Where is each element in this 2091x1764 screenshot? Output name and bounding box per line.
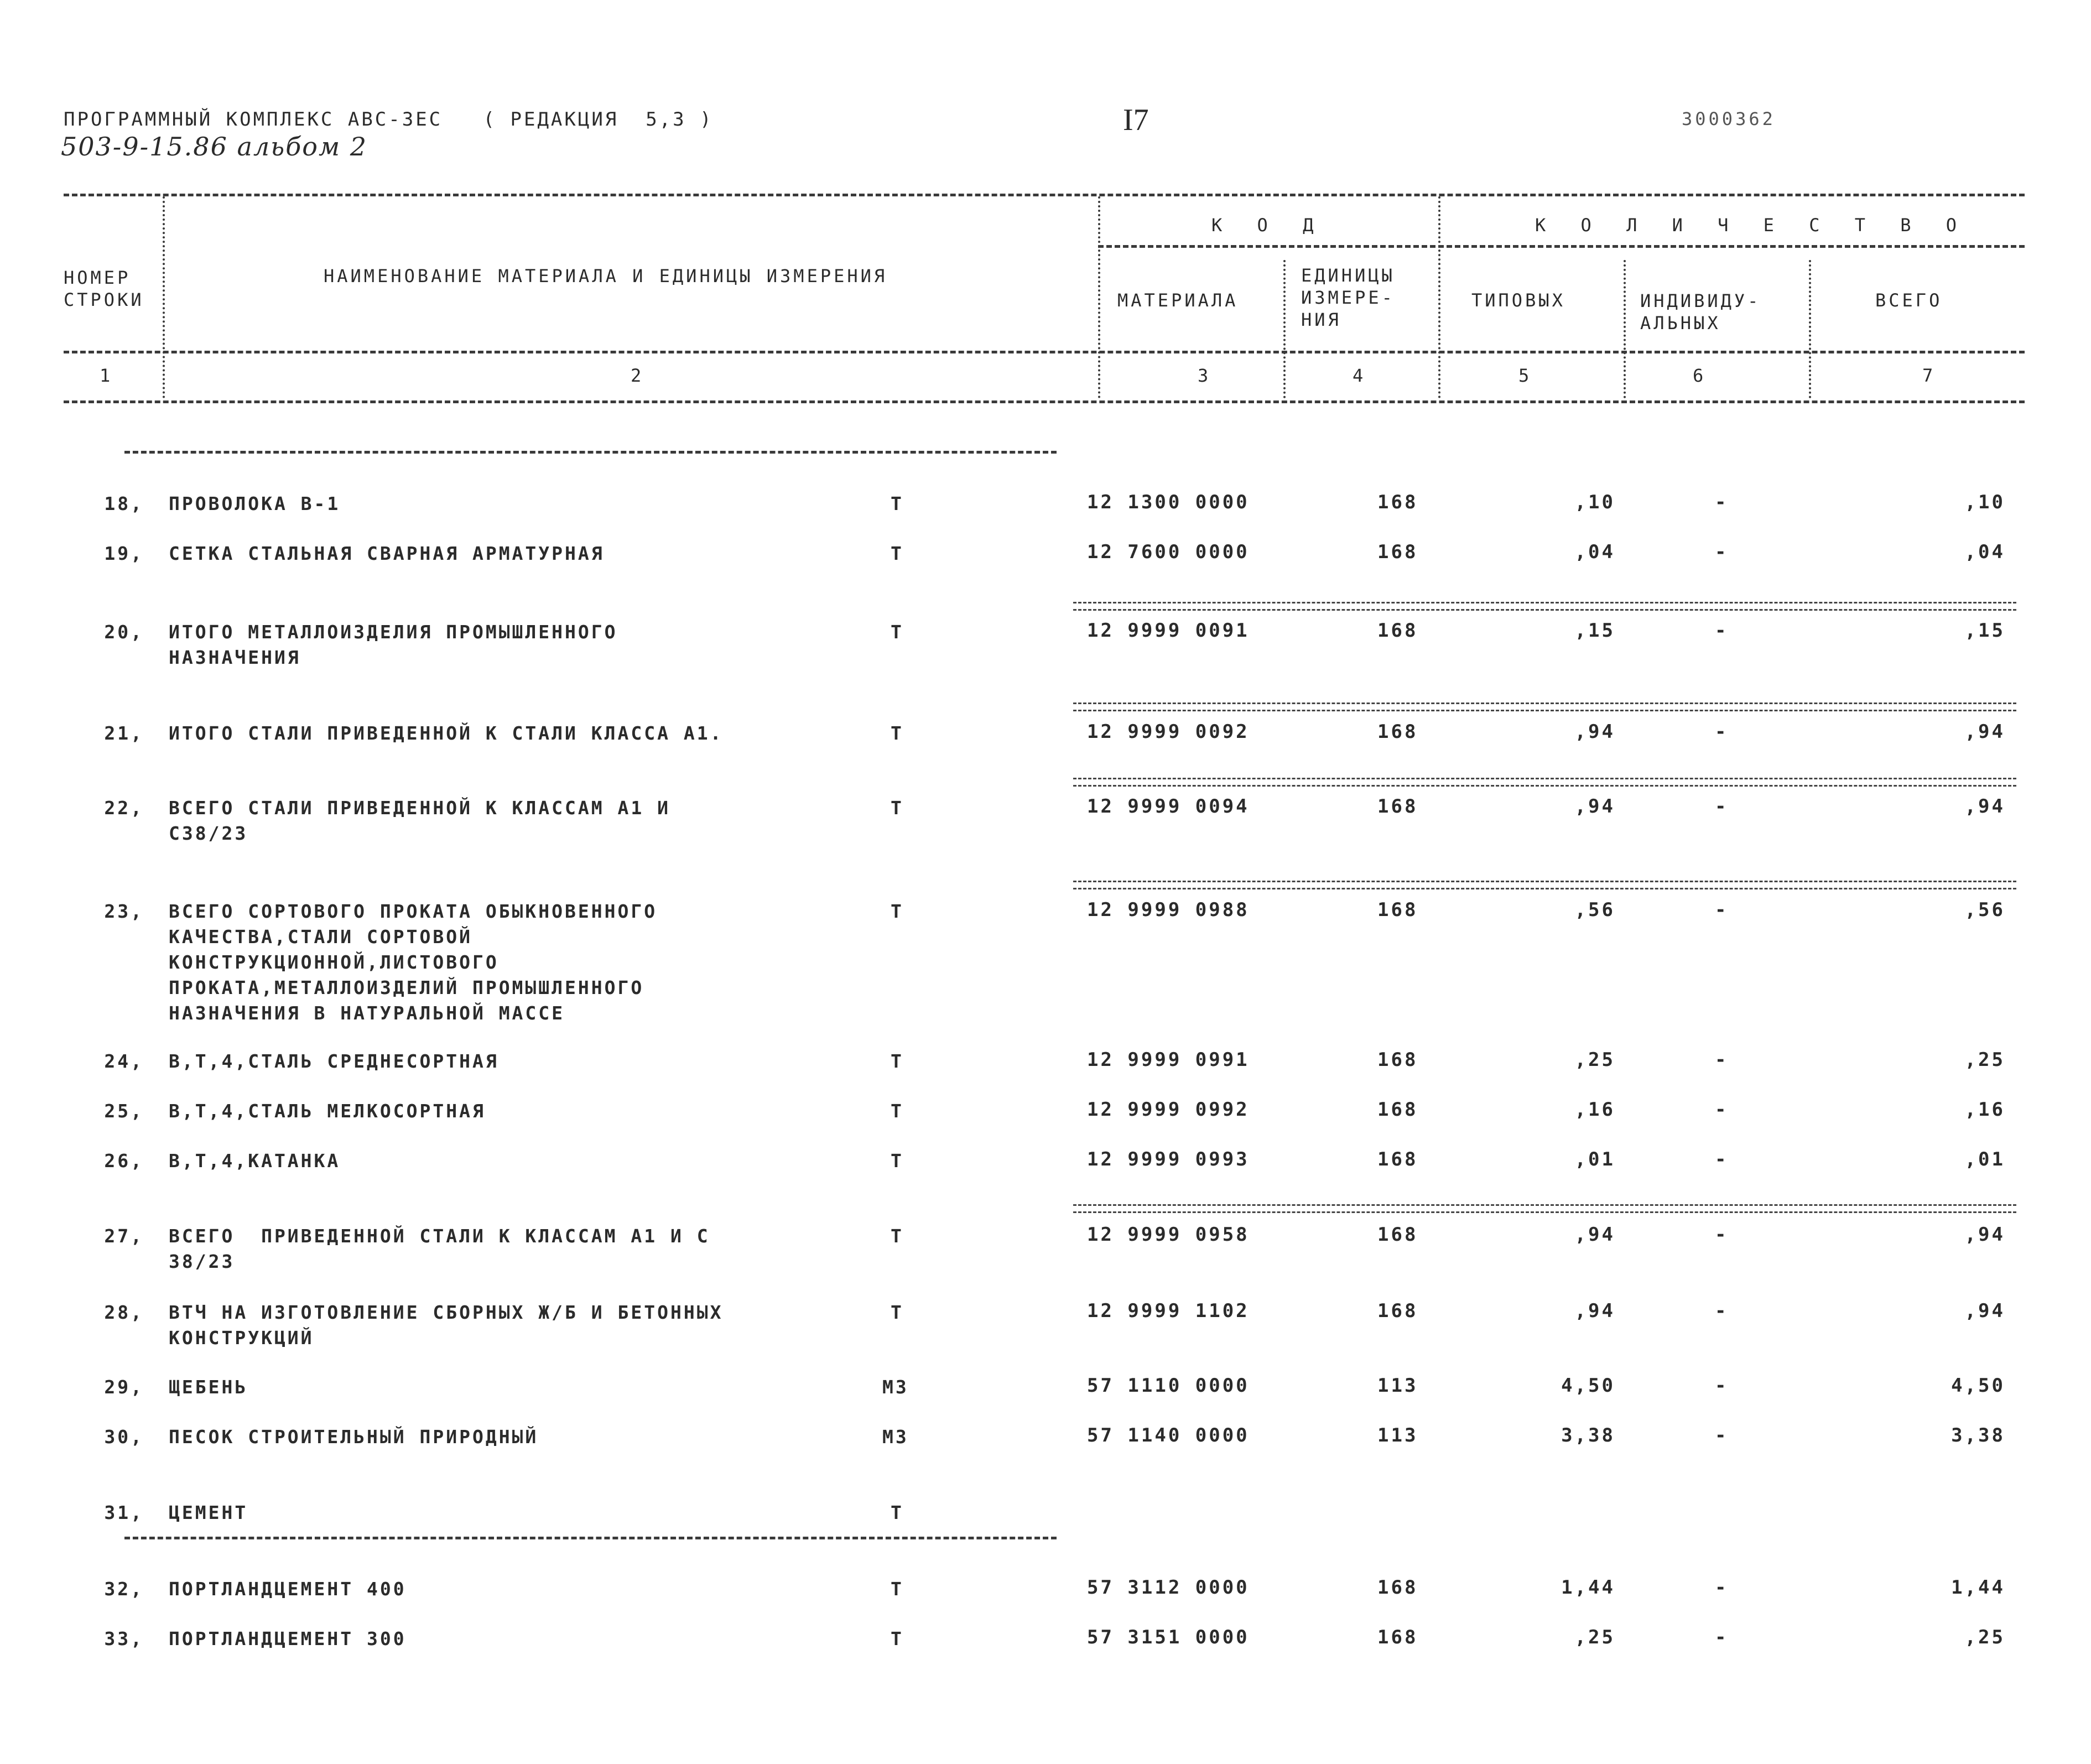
header-quantity-group: К О Л И Ч Е С Т В О	[1535, 215, 1969, 236]
row-qty-individual: -	[1715, 620, 1729, 642]
row-unit: Т	[891, 493, 904, 514]
row-unit: Т	[891, 1628, 904, 1649]
column-number-6: 6	[1693, 365, 1704, 386]
row-material-code: 12 9999 0958	[1087, 1224, 1250, 1246]
row-unit-code: 168	[1377, 899, 1418, 921]
row-material-code: 12 9999 0991	[1087, 1049, 1250, 1071]
row-material-code: 57 3151 0000	[1087, 1626, 1250, 1648]
row-name: ВСЕГО СОРТОВОГО ПРОКАТА ОБЫКНОВЕННОГО КАЧЕСТВА,СТАЛИ СОРТОВОЙ КОНСТРУКЦИОННОЙ,ЛИСТОВОГО ПРОКАТА,МЕТАЛЛОИЗДЕЛИЙ ПРОМЫШЛЕННОГО НАЗНАЧЕНИЯ В НАТУРАЛЬНОЙ МАССЕ	[169, 901, 658, 1024]
row-material-code: 12 9999 0092	[1087, 721, 1250, 743]
header-code-unit: ЕДИНИЦЫ ИЗМЕРЕ- НИЯ	[1301, 265, 1395, 330]
row-material-code: 12 9999 0091	[1087, 620, 1250, 642]
row-unit: Т	[891, 1050, 904, 1072]
row-qty-individual: -	[1715, 1375, 1729, 1397]
row-unit-code: 168	[1377, 1576, 1418, 1599]
row-qty-individual: -	[1715, 1148, 1729, 1170]
col-sep-2	[1098, 196, 1100, 398]
row-material-code: 12 9999 0993	[1087, 1148, 1250, 1170]
row-qty-typical: ,56	[1574, 899, 1615, 921]
row-qty-typical: ,94	[1574, 795, 1615, 818]
row-name: ПРОВОЛОКА В-1	[169, 493, 341, 514]
document-code: 3000362	[1682, 108, 1776, 129]
row-number: 27,	[104, 1225, 144, 1247]
row-unit-code: 168	[1377, 1300, 1418, 1322]
row-qty-typical: ,94	[1574, 1224, 1615, 1246]
cement-rule	[124, 1537, 1057, 1539]
row-qty-individual: -	[1715, 541, 1729, 563]
row-name: В,Т,4,КАТАНКА	[169, 1150, 341, 1172]
row-qty-total: 4,50	[1951, 1375, 2005, 1397]
col-sep-3	[1283, 260, 1286, 398]
row-number: 31,	[104, 1502, 144, 1523]
row-unit-code: 168	[1377, 1224, 1418, 1246]
row-qty-individual: -	[1715, 721, 1729, 743]
album-note: 503-9-15.86 альбом 2	[61, 132, 368, 162]
subtotal-rule-23	[1073, 881, 2016, 889]
row-unit-code: 168	[1377, 1099, 1418, 1121]
row-unit-code: 168	[1377, 541, 1418, 563]
row-unit-code: 113	[1377, 1424, 1418, 1446]
row-number: 21,	[104, 722, 144, 744]
col-sep-4	[1438, 196, 1440, 398]
row-unit: Т	[891, 1302, 904, 1323]
row-unit: Т	[891, 621, 904, 643]
row-material-code: 57 1110 0000	[1087, 1375, 1250, 1397]
row-qty-individual: -	[1715, 1576, 1729, 1599]
row-name: ПОРТЛАНДЦЕМЕНТ 400	[169, 1578, 407, 1600]
row-number: 30,	[104, 1426, 144, 1448]
subtotal-rule-22	[1073, 778, 2016, 787]
row-name: ПОРТЛАНДЦЕМЕНТ 300	[169, 1628, 407, 1649]
subtotal-rule-27	[1073, 1204, 2016, 1213]
column-number-5: 5	[1518, 365, 1530, 386]
subtotal-rule-21	[1073, 703, 2016, 711]
header-bottom-rule	[64, 351, 2025, 353]
row-material-code: 12 9999 1102	[1087, 1300, 1250, 1322]
row-qty-typical: 4,50	[1561, 1375, 1615, 1397]
row-qty-total: ,16	[1964, 1099, 2005, 1121]
row-number: 22,	[104, 797, 144, 819]
col-sep-5	[1624, 260, 1626, 398]
row-number: 25,	[104, 1100, 144, 1122]
header-name: НАИМЕНОВАНИЕ МАТЕРИАЛА И ЕДИНИЦЫ ИЗМЕРЕНИЯ	[324, 266, 888, 287]
row-unit: Т	[891, 797, 904, 819]
row-qty-individual: -	[1715, 1300, 1729, 1322]
row-material-code: 57 3112 0000	[1087, 1576, 1250, 1599]
row-number: 23,	[104, 901, 144, 922]
row-qty-total: ,01	[1964, 1148, 2005, 1170]
row-unit: Т	[891, 1150, 904, 1172]
row-qty-individual: -	[1715, 795, 1729, 818]
row-number: 28,	[104, 1302, 144, 1323]
row-qty-total: ,04	[1964, 541, 2005, 563]
row-number: 29,	[104, 1376, 144, 1398]
header-code-group: К О Д	[1211, 215, 1326, 236]
row-name: ЦЕМЕНТ	[169, 1502, 248, 1523]
row-qty-typical: ,01	[1574, 1148, 1615, 1170]
row-unit-code: 168	[1377, 721, 1418, 743]
row-qty-individual: -	[1715, 899, 1729, 921]
row-qty-total: ,10	[1964, 491, 2005, 513]
row-qty-typical: ,10	[1574, 491, 1615, 513]
row-unit: Т	[891, 1502, 904, 1523]
row-name: ИТОГО МЕТАЛЛОИЗДЕЛИЯ ПРОМЫШЛЕННОГО НАЗНАЧЕНИЯ	[169, 621, 618, 668]
row-name: ВСЕГО СТАЛИ ПРИВЕДЕННОЙ К КЛАССАМ А1 И С38/23	[169, 797, 670, 844]
row-qty-typical: ,94	[1574, 721, 1615, 743]
row-qty-individual: -	[1715, 1099, 1729, 1121]
row-unit: М3	[882, 1376, 909, 1398]
row-name: ВТЧ НА ИЗГОТОВЛЕНИЕ СБОРНЫХ Ж/Б И БЕТОННЫХ КОНСТРУКЦИЙ	[169, 1302, 724, 1349]
row-qty-total: ,25	[1964, 1626, 2005, 1648]
row-qty-individual: -	[1715, 491, 1729, 513]
row-qty-individual: -	[1715, 1626, 1729, 1648]
row-qty-total: ,25	[1964, 1049, 2005, 1071]
row-qty-total: ,94	[1964, 1224, 2005, 1246]
program-title: ПРОГРАММНЫЙ КОМПЛЕКС АВС-ЗЕС ( РЕДАКЦИЯ 5,3 )	[64, 108, 714, 131]
row-unit: М3	[882, 1426, 909, 1448]
row-number: 33,	[104, 1628, 144, 1649]
row-unit: Т	[891, 1100, 904, 1122]
row-qty-total: ,56	[1964, 899, 2005, 921]
table-top-rule	[64, 194, 2025, 196]
row-unit: Т	[891, 1578, 904, 1600]
row-qty-individual: -	[1715, 1424, 1729, 1446]
header-row-no: НОМЕР СТРОКИ	[64, 267, 144, 310]
row-name: В,Т,4,СТАЛЬ СРЕДНЕСОРТНАЯ	[169, 1050, 499, 1072]
row-unit: Т	[891, 543, 904, 564]
row-qty-typical: ,04	[1574, 541, 1615, 563]
column-number-3: 3	[1198, 365, 1209, 386]
header-qty-total: ВСЕГО	[1875, 290, 1943, 311]
row-material-code: 12 1300 0000	[1087, 491, 1250, 513]
row-qty-typical: ,94	[1574, 1300, 1615, 1322]
code-group-rule	[1098, 245, 2025, 248]
row-number: 20,	[104, 621, 144, 643]
col-sep-6	[1809, 260, 1811, 398]
row-qty-typical: 1,44	[1561, 1576, 1615, 1599]
column-number-7: 7	[1922, 365, 1933, 386]
row-unit-code: 168	[1377, 491, 1418, 513]
row-name: ЩЕБЕНЬ	[169, 1376, 248, 1398]
column-number-2: 2	[631, 365, 642, 386]
row-name: СЕТКА СТАЛЬНАЯ СВАРНАЯ АРМАТУРНАЯ	[169, 543, 605, 564]
row-material-code: 12 9999 0988	[1087, 899, 1250, 921]
row-number: 18,	[104, 493, 144, 514]
row-name: ВСЕГО ПРИВЕДЕННОЙ СТАЛИ К КЛАССАМ А1 И С 38/23	[169, 1225, 710, 1272]
row-name: В,Т,4,СТАЛЬ МЕЛКОСОРТНАЯ	[169, 1100, 486, 1122]
row-unit-code: 168	[1377, 1049, 1418, 1071]
column-number-1: 1	[100, 365, 111, 386]
row-qty-typical: ,25	[1574, 1626, 1615, 1648]
row-unit: Т	[891, 901, 904, 922]
row-qty-typical: 3,38	[1561, 1424, 1615, 1446]
row-name: ИТОГО СТАЛИ ПРИВЕДЕННОЙ К СТАЛИ КЛАССА А1.	[169, 722, 724, 744]
row-unit-code: 168	[1377, 620, 1418, 642]
col-sep-1	[163, 196, 165, 398]
row-unit: Т	[891, 722, 904, 744]
column-number-4: 4	[1353, 365, 1364, 386]
row-unit: Т	[891, 1225, 904, 1247]
header-code-material: МАТЕРИАЛА	[1117, 290, 1239, 311]
row-material-code: 57 1140 0000	[1087, 1424, 1250, 1446]
row-number: 26,	[104, 1150, 144, 1172]
row-qty-typical: ,15	[1574, 620, 1615, 642]
row-unit-code: 168	[1377, 1148, 1418, 1170]
row-number: 24,	[104, 1050, 144, 1072]
row-unit-code: 168	[1377, 795, 1418, 818]
row-unit-code: 113	[1377, 1375, 1418, 1397]
row-qty-total: 3,38	[1951, 1424, 2005, 1446]
row-material-code: 12 9999 0094	[1087, 795, 1250, 818]
row-qty-individual: -	[1715, 1049, 1729, 1071]
column-numbers-rule	[64, 400, 2025, 403]
row-qty-total: ,94	[1964, 721, 2005, 743]
row-qty-total: ,15	[1964, 620, 2005, 642]
page-number: I7	[1123, 103, 1149, 137]
row-qty-typical: ,25	[1574, 1049, 1615, 1071]
row-material-code: 12 7600 0000	[1087, 541, 1250, 563]
row-qty-typical: ,16	[1574, 1099, 1615, 1121]
row-name: ПЕСОК СТРОИТЕЛЬНЫЙ ПРИРОДНЫЙ	[169, 1426, 539, 1448]
row-qty-individual: -	[1715, 1224, 1729, 1246]
section-start-rule	[124, 451, 1057, 454]
row-unit-code: 168	[1377, 1626, 1418, 1648]
row-number: 32,	[104, 1578, 144, 1600]
row-qty-total: ,94	[1964, 795, 2005, 818]
header-qty-individual: ИНДИВИДУ- АЛЬНЫХ	[1640, 290, 1761, 334]
row-qty-total: ,94	[1964, 1300, 2005, 1322]
row-qty-total: 1,44	[1951, 1576, 2005, 1599]
row-number: 19,	[104, 543, 144, 564]
row-material-code: 12 9999 0992	[1087, 1099, 1250, 1121]
header-qty-typical: ТИПОВЫХ	[1471, 290, 1565, 311]
subtotal-rule-20	[1073, 602, 2016, 611]
